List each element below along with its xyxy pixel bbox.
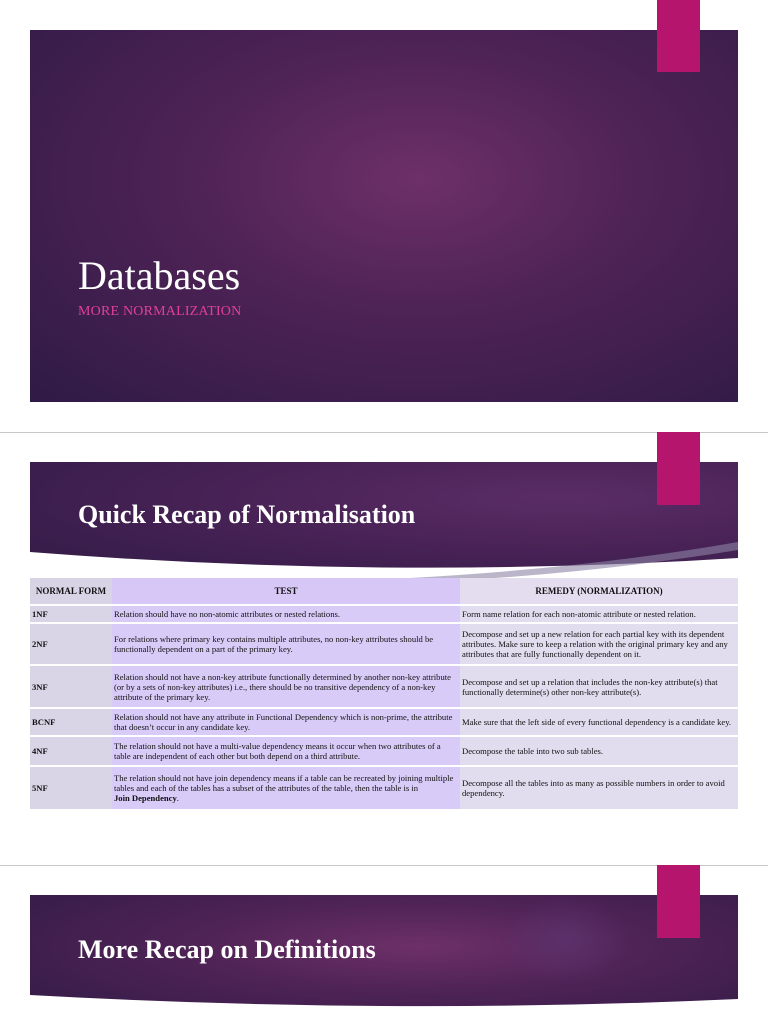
table-row <box>30 708 738 736</box>
normal-form-cell: BCNF <box>30 708 112 736</box>
normal-form-cell: 1NF <box>30 605 112 623</box>
column-header-remedy: REMEDY (NORMALIZATION) <box>460 578 738 605</box>
accent-tab <box>657 0 700 72</box>
slide-divider <box>0 432 768 433</box>
remedy-cell: Form name relation for each non-atomic attribute or nested relation. <box>460 605 738 623</box>
slide-subtitle: MORE NORMALIZATION <box>78 304 242 319</box>
remedy-cell: Decompose and set up a new relation for each partial key with its dependent attributes. Make sure to keep a relation with the original primary key and any attributes that are fully functionally dependent on it. <box>460 623 738 665</box>
header-curve-decoration <box>30 522 738 582</box>
recap-slide <box>30 462 738 824</box>
accent-tab <box>657 432 700 505</box>
test-cell: Relation should not have a non-key attribute functionally determined by another non-key attribute (or by a sets of non-key attributes) i.e., there should be no transitive dependency of a non-key attribute of the primary key. <box>112 665 460 708</box>
test-text: The relation should not have join dependency means if a table can be recreated by joining multiple tables and each of the tables has a subset of the attributes of the table, then the table is in <box>114 773 454 793</box>
test-cell: Relation should not have any attribute in Functional Dependency which is non-prime, the attribute that doesn’t occur in any candidate key. <box>112 708 460 736</box>
test-cell: The relation should not have a multi-value dependency means it occur when two attributes of a table are independent of each other but both depend on a third attribute. <box>112 736 460 766</box>
column-header-test: TEST <box>112 578 460 605</box>
normal-form-cell: 2NF <box>30 623 112 665</box>
remedy-cell: Decompose and set up a relation that includes the non-key attribute(s) that functionally determine(s) other non-key attribute(s). <box>460 665 738 708</box>
test-emphasis: Join Dependency <box>114 793 177 803</box>
normalisation-table <box>30 578 738 811</box>
slide-divider <box>0 865 768 866</box>
column-header-normal-form: NORMAL FORM <box>30 578 112 605</box>
remedy-cell: Decompose all the tables into as many as possible numbers in order to avoid dependency. <box>460 766 738 810</box>
slide-title: More Recap on Definitions <box>78 935 376 964</box>
table-row <box>30 766 738 810</box>
slide-title: Databases <box>78 253 241 298</box>
table-row <box>30 736 738 766</box>
table-header-row <box>30 578 738 605</box>
normal-form-cell: 3NF <box>30 665 112 708</box>
normal-form-cell: 4NF <box>30 736 112 766</box>
table-row <box>30 665 738 708</box>
accent-tab <box>657 865 700 938</box>
background-glow <box>500 895 630 985</box>
header-curve-decoration <box>30 985 738 1024</box>
slide-title: Quick Recap of Normalisation <box>78 500 416 529</box>
normal-form-cell: 5NF <box>30 766 112 810</box>
remedy-cell: Decompose the table into two sub tables. <box>460 736 738 766</box>
slide-header <box>30 462 738 582</box>
test-cell: Relation should have no non-atomic attributes or nested relations. <box>112 605 460 623</box>
test-cell <box>112 766 460 810</box>
definitions-slide <box>30 895 738 1024</box>
test-cell: For relations where primary key contains multiple attributes, no non-key attributes should be functionally dependent on a part of the primary key. <box>112 623 460 665</box>
table-row <box>30 623 738 665</box>
remedy-cell: Make sure that the left side of every functional dependency is a candidate key. <box>460 708 738 736</box>
table-row <box>30 605 738 623</box>
test-tail: . <box>176 793 179 803</box>
title-slide <box>30 30 738 402</box>
